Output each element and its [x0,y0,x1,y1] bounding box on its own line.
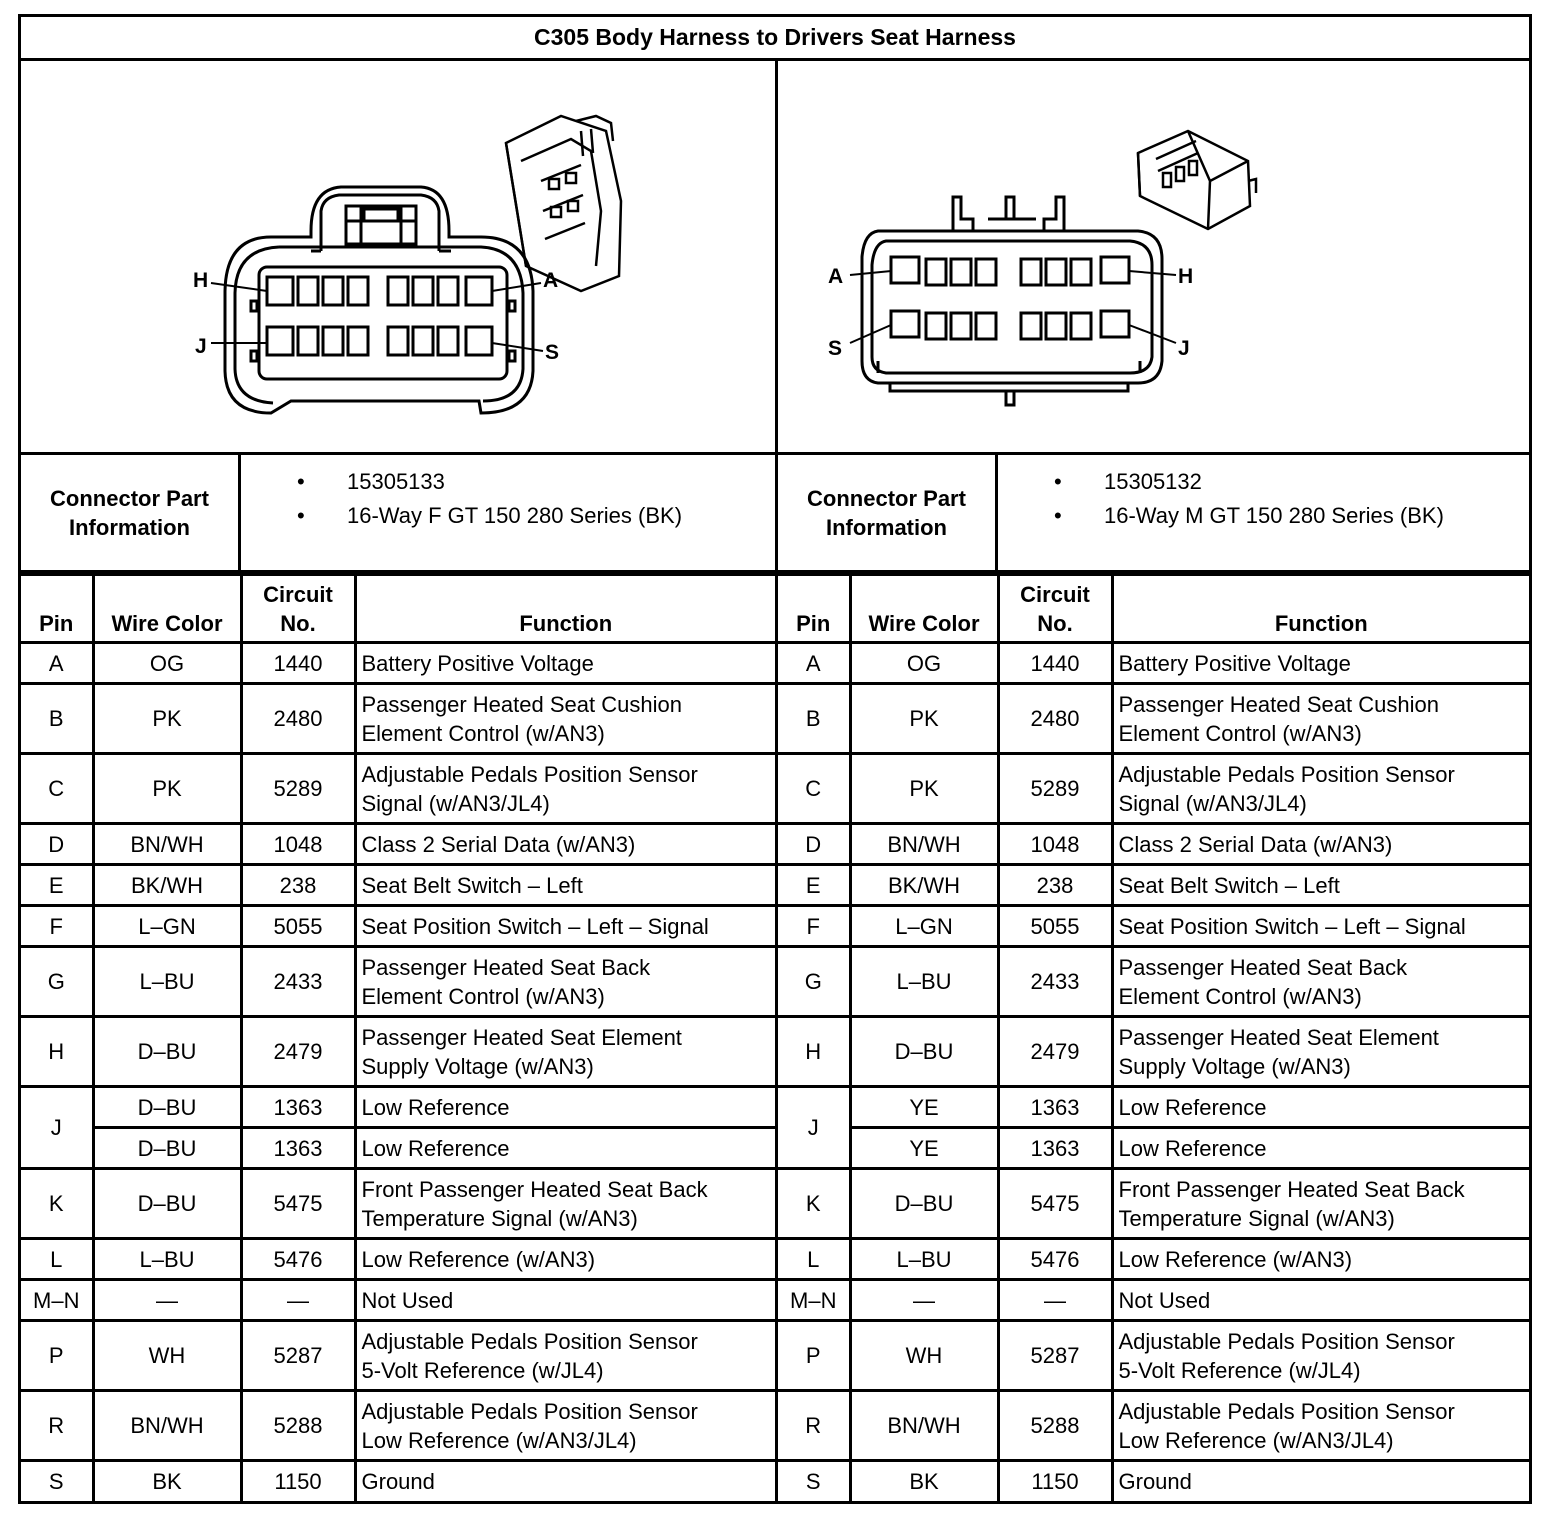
pin-cell: K [21,1169,93,1239]
circuit-cell: 5287 [998,1321,1112,1391]
function-line: Passenger Heated Seat Cushion [1118,691,1439,717]
wire-color-cell: BN/WH [93,824,241,865]
circuit-cell: 2433 [998,947,1112,1017]
table-header-row [778,575,1529,643]
pin-cell: L [21,1239,93,1280]
circuit-cell: 5475 [241,1169,355,1239]
pin-label-top-right: H [1178,265,1194,288]
function-line: Signal (w/AN3/JL4) [361,790,550,816]
wire-color-cell: PK [850,684,998,754]
function-cell [1112,684,1529,754]
function-line: Passenger Heated Seat Element [1118,1024,1439,1050]
wire-color-cell: WH [850,1321,998,1391]
wire-color-cell: OG [93,643,241,684]
function-cell [355,1169,777,1239]
circuit-cell: 5475 [998,1169,1112,1239]
function-cell [1112,906,1529,947]
connector-sheet [18,14,1532,1504]
wire-color-cell: L–GN [93,906,241,947]
pin-cell: L [778,1239,850,1280]
table-row [778,1169,1529,1239]
table-row [21,643,777,684]
pin-cell: J [21,1087,93,1169]
circuit-cell: — [998,1280,1112,1321]
function-line: Low Reference (w/AN3/JL4) [361,1427,637,1453]
function-line: Element Control (w/AN3) [361,983,605,1009]
table-row [778,906,1529,947]
function-cell [1112,1239,1529,1280]
wire-color-cell: BN/WH [850,1391,998,1461]
pin-label-top-left: A [828,265,844,288]
table-row [778,1087,1529,1128]
table-row [21,1169,777,1239]
top-pin-row [891,257,1129,285]
table-row [21,1087,777,1128]
function-line: Adjustable Pedals Position Sensor [1118,761,1455,787]
pinout-rows [21,643,777,1502]
table-row [21,1128,777,1169]
pin-cell: J [778,1087,850,1169]
pin-cell: P [778,1321,850,1391]
function-line: Ground [361,1469,435,1495]
function-line: Low Reference (w/AN3) [1118,1246,1353,1272]
circuit-cell: 5288 [241,1391,355,1461]
function-line: Adjustable Pedals Position Sensor [361,1328,698,1354]
wire-color-cell: YE [850,1087,998,1128]
function-cell [1112,1128,1529,1169]
table-row [21,1239,777,1280]
connector-part-info-label: Connector Part Information [778,455,998,570]
circuit-cell: 5287 [241,1321,355,1391]
wire-color-cell: BK [93,1461,241,1502]
function-cell [355,906,777,947]
circuit-column-header [998,575,1112,643]
pin-cell: P [21,1321,93,1391]
circuit-cell: 1048 [241,824,355,865]
pin-label-bottom-left: S [828,337,843,360]
female-connector-drawing [21,61,778,455]
wire-color-cell: L–BU [93,947,241,1017]
circuit-cell: 2479 [241,1017,355,1087]
circuit-cell: 2433 [241,947,355,1017]
function-cell [355,1280,777,1321]
function-cell [355,643,777,684]
function-line: Adjustable Pedals Position Sensor [361,761,698,787]
circuit-cell: 5476 [241,1239,355,1280]
table-row [778,1321,1529,1391]
function-line: Low Reference [361,1094,510,1120]
wire-color-cell: L–BU [850,1239,998,1280]
pin-cell: H [778,1017,850,1087]
wire-color-cell: — [850,1280,998,1321]
function-cell [355,1087,777,1128]
pin-cell: G [778,947,850,1017]
function-cell [355,824,777,865]
circuit-cell: 2480 [241,684,355,754]
function-line: Seat Belt Switch – Left [1118,872,1340,898]
circuit-cell: 1363 [241,1128,355,1169]
function-cell [1112,1017,1529,1087]
function-cell [355,1128,777,1169]
circuit-cell: 1363 [998,1087,1112,1128]
circuit-header-line2: No. [1037,611,1073,636]
pin-label-top-right: A [543,269,559,292]
table-row [778,684,1529,754]
function-line: Adjustable Pedals Position Sensor [1118,1328,1455,1354]
function-line: Class 2 Serial Data (w/AN3) [361,831,636,857]
function-cell [1112,643,1529,684]
function-line: Low Reference (w/AN3) [361,1246,596,1272]
function-line: Adjustable Pedals Position Sensor [361,1398,698,1424]
pin-column-header: Pin [778,575,850,643]
table-row [778,1391,1529,1461]
table-row [778,1461,1529,1502]
circuit-cell: 5288 [998,1391,1112,1461]
pin-label-bottom-right: S [545,341,560,364]
pin-column-header: Pin [21,575,93,643]
circuit-cell: 5289 [241,754,355,824]
table-row [21,824,777,865]
table-row [778,865,1529,906]
function-line: Class 2 Serial Data (w/AN3) [1118,831,1393,857]
connector-part-info-label: Connector Part Information [21,455,241,570]
pin-label-top-left: H [193,269,209,292]
wire-color-cell: D–BU [850,1017,998,1087]
wire-color-cell: BN/WH [850,824,998,865]
table-row [778,824,1529,865]
table-row [21,1280,777,1321]
function-cell [355,1461,777,1502]
circuit-header-line2: No. [280,611,316,636]
part-info-list [241,455,682,570]
function-line: Signal (w/AN3/JL4) [1118,790,1307,816]
pin-cell: K [778,1169,850,1239]
table-row [778,1128,1529,1169]
table-row [778,1017,1529,1087]
wire-color-cell: BN/WH [93,1391,241,1461]
circuit-cell: 5289 [998,754,1112,824]
wire-color-cell: L–GN [850,906,998,947]
circuit-cell: — [241,1280,355,1321]
function-cell [355,1017,777,1087]
function-line: Passenger Heated Seat Back [1118,954,1408,980]
female-connector-part-info [21,455,778,573]
pin-cell: H [21,1017,93,1087]
pin-label-bottom-left: J [195,335,207,358]
table-row [21,1017,777,1087]
wire-color-cell: D–BU [93,1128,241,1169]
part-description: • 16-Way F GT 150 280 Series (BK) [297,499,682,533]
circuit-cell: 1363 [241,1087,355,1128]
wire-color-column-header: Wire Color [93,575,241,643]
wire-color-cell: — [93,1280,241,1321]
pin-cell: D [778,824,850,865]
table-row [21,1391,777,1461]
wire-color-cell: D–BU [850,1169,998,1239]
table-row [21,947,777,1017]
wire-color-cell: D–BU [93,1017,241,1087]
pinout-rows [778,643,1529,1502]
part-description: • 16-Way M GT 150 280 Series (BK) [1054,499,1444,533]
function-cell [1112,1321,1529,1391]
wire-color-cell: BK/WH [850,865,998,906]
table-row [21,906,777,947]
function-cell [355,684,777,754]
function-column-header: Function [355,575,777,643]
function-column-header: Function [1112,575,1529,643]
circuit-cell: 238 [241,865,355,906]
table-header-row [21,575,777,643]
female-connector-3d-icon [506,116,621,291]
table-row [778,1280,1529,1321]
function-line: Not Used [361,1287,454,1313]
circuit-cell: 5055 [241,906,355,947]
pin-cell: D [21,824,93,865]
function-cell [1112,947,1529,1017]
function-line: Seat Position Switch – Left – Signal [361,913,709,939]
function-line: Battery Positive Voltage [1118,650,1351,676]
table-row [21,684,777,754]
pin-cell: F [778,906,850,947]
wire-color-cell: YE [850,1128,998,1169]
function-cell [1112,754,1529,824]
bottom-cavity-row [267,327,492,355]
function-line: Element Control (w/AN3) [1118,720,1362,746]
circuit-cell: 1150 [998,1461,1112,1502]
wire-color-cell: D–BU [93,1169,241,1239]
pin-cell: S [21,1461,93,1502]
wire-color-cell: L–BU [93,1239,241,1280]
circuit-cell: 2479 [998,1017,1112,1087]
table-row [778,754,1529,824]
function-line: Low Reference [1118,1094,1267,1120]
pin-cell: A [778,643,850,684]
wire-color-cell: PK [93,754,241,824]
pin-cell: E [778,865,850,906]
function-line: Supply Voltage (w/AN3) [1118,1053,1351,1079]
table-row [21,1321,777,1391]
function-cell [1112,1461,1529,1502]
function-line: Seat Belt Switch – Left [361,872,583,898]
circuit-cell: 1440 [241,643,355,684]
circuit-column-header [241,575,355,643]
function-line: Low Reference [361,1135,510,1161]
male-pinout-table [778,573,1529,1502]
pin-cell: F [21,906,93,947]
table-row [21,1461,777,1502]
circuit-header-line1: Circuit [1020,582,1090,607]
circuit-cell: 1363 [998,1128,1112,1169]
function-cell [1112,1391,1529,1461]
function-line: 5-Volt Reference (w/JL4) [1118,1357,1361,1383]
pin-cell: C [778,754,850,824]
function-line: Passenger Heated Seat Element [361,1024,682,1050]
circuit-header-line1: Circuit [263,582,333,607]
pin-cell: G [21,947,93,1017]
female-pinout-table [21,573,778,1502]
wire-color-cell: PK [93,684,241,754]
wire-color-cell: L–BU [850,947,998,1017]
part-info-list [998,455,1444,570]
function-cell [1112,824,1529,865]
function-line: Element Control (w/AN3) [361,720,605,746]
function-cell [1112,1169,1529,1239]
wire-color-column-header: Wire Color [850,575,998,643]
function-cell [1112,1280,1529,1321]
function-line: 5-Volt Reference (w/JL4) [361,1357,604,1383]
function-cell [355,1321,777,1391]
function-line: Temperature Signal (w/AN3) [361,1205,638,1231]
function-line: Seat Position Switch – Left – Signal [1118,913,1466,939]
wire-color-cell: BK/WH [93,865,241,906]
function-line: Supply Voltage (w/AN3) [361,1053,594,1079]
function-line: Temperature Signal (w/AN3) [1118,1205,1395,1231]
wire-color-cell: BK [850,1461,998,1502]
function-cell [1112,865,1529,906]
circuit-cell: 1150 [241,1461,355,1502]
bottom-pin-row [891,311,1129,339]
table-row [778,947,1529,1017]
function-line: Passenger Heated Seat Cushion [361,691,682,717]
function-line: Low Reference [1118,1135,1267,1161]
pin-cell: A [21,643,93,684]
function-line: Adjustable Pedals Position Sensor [1118,1398,1455,1424]
part-number: • 15305133 [297,465,682,499]
function-line: Element Control (w/AN3) [1118,983,1362,1009]
circuit-cell: 5055 [998,906,1112,947]
male-connector-diagram [778,61,1529,455]
circuit-cell: 5476 [998,1239,1112,1280]
function-line: Passenger Heated Seat Back [361,954,651,980]
table-row [778,1239,1529,1280]
circuit-cell: 2480 [998,684,1112,754]
male-connector-drawing [778,61,1529,455]
function-cell [355,754,777,824]
female-connector-diagram [21,61,778,455]
wire-color-cell: OG [850,643,998,684]
circuit-cell: 1048 [998,824,1112,865]
function-cell [355,1239,777,1280]
pin-cell: M–N [21,1280,93,1321]
male-connector-part-info [778,455,1529,573]
wire-color-cell: PK [850,754,998,824]
function-cell [355,865,777,906]
circuit-cell: 238 [998,865,1112,906]
pin-cell: R [21,1391,93,1461]
male-connector-3d-icon [1138,131,1256,229]
circuit-cell: 1440 [998,643,1112,684]
pin-cell: B [778,684,850,754]
pin-cell: E [21,865,93,906]
function-cell [1112,1087,1529,1128]
function-cell [355,947,777,1017]
pin-cell: S [778,1461,850,1502]
pin-cell: C [21,754,93,824]
wire-color-cell: WH [93,1321,241,1391]
pin-cell: B [21,684,93,754]
table-row [21,754,777,824]
function-line: Front Passenger Heated Seat Back [1118,1176,1465,1202]
table-row [21,865,777,906]
table-row [778,643,1529,684]
pin-cell: M–N [778,1280,850,1321]
function-line: Not Used [1118,1287,1211,1313]
part-number: • 15305132 [1054,465,1444,499]
pin-label-bottom-right: J [1178,337,1190,360]
function-cell [355,1391,777,1461]
connector-shell-outline [862,231,1162,383]
function-line: Ground [1118,1469,1192,1495]
pin-cell: R [778,1391,850,1461]
wire-color-cell: D–BU [93,1087,241,1128]
function-line: Battery Positive Voltage [361,650,594,676]
function-line: Low Reference (w/AN3/JL4) [1118,1427,1394,1453]
top-cavity-row [267,277,492,305]
function-line: Front Passenger Heated Seat Back [361,1176,708,1202]
page-title: C305 Body Harness to Drivers Seat Harness [21,17,1529,61]
